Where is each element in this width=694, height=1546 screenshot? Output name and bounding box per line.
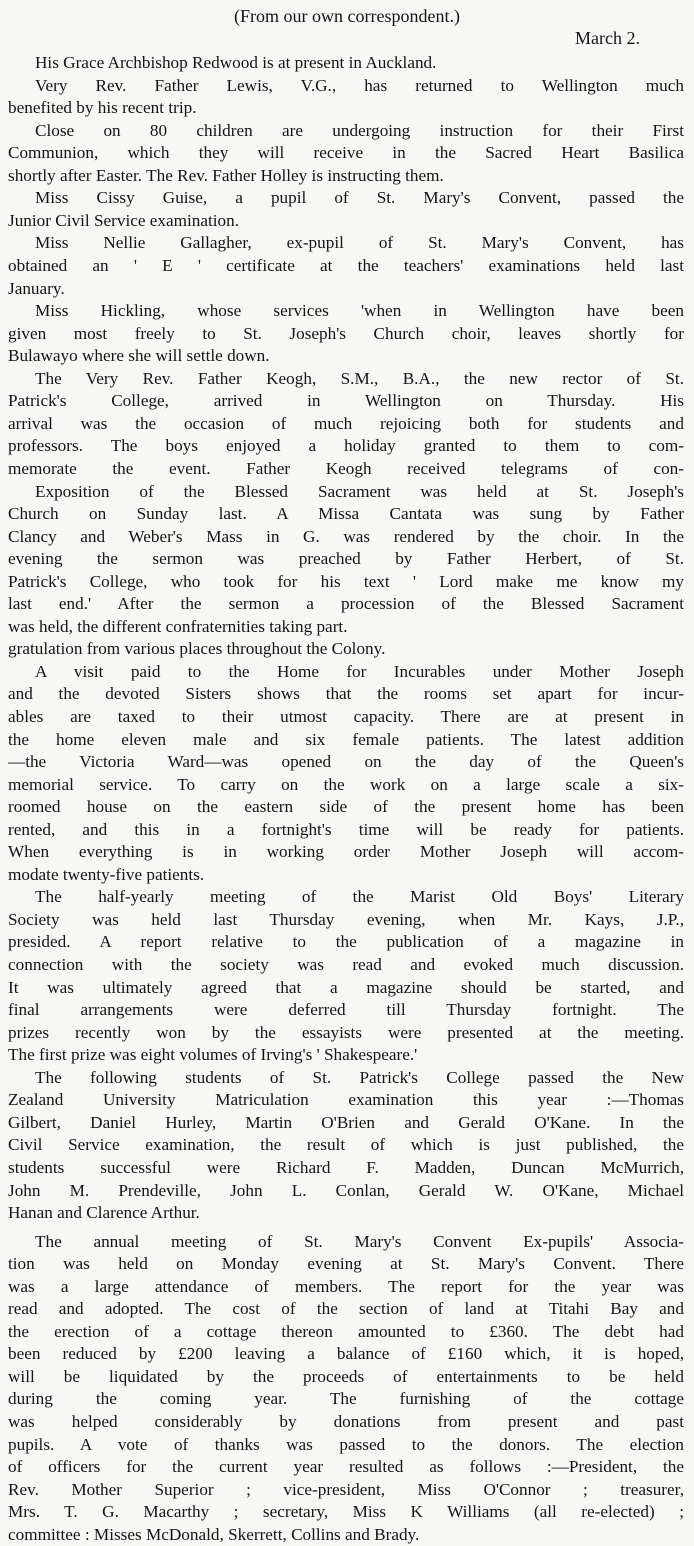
text-line: was a large attendance of members. The report for the year was <box>8 1276 684 1296</box>
text-line: read and adopted. The cost of the section of land at Titahi Bay and <box>8 1299 684 1319</box>
dateline: March 2. <box>575 28 640 48</box>
text-line: shortly after Easter. The Rev. Father Holley is instructing them. <box>8 165 444 185</box>
text-line: modate twenty-five patients. <box>8 864 205 884</box>
text-line: When everything is in working order Mother Joseph will accom- <box>8 842 684 862</box>
text-line: was held, the different confraternities taking part. <box>8 616 348 636</box>
text-line: prizes recently won by the essayists were presented at the meeting. <box>8 1022 684 1042</box>
text-line: —the Victoria Ward—was opened on the day of the Queen's <box>8 752 684 771</box>
text-line: of officers for the current year resulted as follows :—President, the <box>8 1457 684 1477</box>
text-line: Miss Nellie Gallagher, ex-pupil of St. Mary's Convent, has <box>35 233 684 253</box>
text-line: pupils. A vote of thanks was passed to the donors. The election <box>8 1434 684 1454</box>
text-line: Clancy and Weber's Mass in G. was rendered by the choir. In the <box>8 526 684 546</box>
correspondent-header: (From our own correspondent.) <box>234 6 460 26</box>
text-line: Very Rev. Father Lewis, V.G., has returned to Wellington much <box>35 75 684 95</box>
text-line: final arrangements were deferred till Thursday fortnight. The <box>8 1000 684 1020</box>
text-line: given most freely to St. Joseph's Church choir, leaves shortly for <box>8 323 684 343</box>
text-line: It was ultimately agreed that a magazine should be started, and <box>8 977 684 997</box>
text-line: memorate the event. Father Keogh received telegrams of con- <box>8 458 684 478</box>
text-line: Hanan and Clarence Arthur. <box>8 1203 200 1222</box>
text-line: January. <box>8 278 65 298</box>
text-line: Mrs. T. G. Macarthy ; secretary, Miss K Williams (all re-elected) ; <box>8 1502 684 1522</box>
text-line: students successful were Richard F. Madden, Duncan McMurrich, <box>8 1157 684 1177</box>
text-line: rented, and this in a fortnight's time will be ready for patients. <box>8 819 684 839</box>
text-line: Junior Civil Service examination. <box>8 210 240 230</box>
text-line: Miss Hickling, whose services 'when in Wellington have been <box>35 301 684 321</box>
text-line: was helped considerably by donations from present and past <box>8 1412 684 1431</box>
text-line: Close on 80 children are undergoing instruction for their First <box>35 120 684 140</box>
text-line: Patrick's College, arrived in Wellington on Thursday. His <box>8 391 684 411</box>
text-line: The Very Rev. Father Keogh, S.M., B.A., the new rector of St. <box>35 368 684 388</box>
text-line: Patrick's College, who took for his text ' Lord make me know my <box>8 571 684 591</box>
text-line: will be liquidated by the proceeds of entertainments to be held <box>8 1366 684 1386</box>
text-line: gratulation from various places throughout the Colony. <box>8 639 386 659</box>
text-line: John M. Prendeville, John L. Conlan, Gerald W. O'Kane, Michael <box>8 1180 684 1200</box>
text-line: Rev. Mother Superior ; vice-president, Miss O'Connor ; treasurer, <box>8 1479 684 1499</box>
text-line: professors. The boys enjoyed a holiday granted to them to com- <box>8 436 684 456</box>
text-line: and the devoted Sisters shows that the rooms set apart for incur- <box>8 684 684 704</box>
text-line: benefited by his recent trip. <box>8 98 197 118</box>
text-line: The annual meeting of St. Mary's Convent Ex-pupils' Associa- <box>35 1231 684 1251</box>
text-line: committee : Misses McDonald, Skerrett, Collins and Brady. <box>8 1524 420 1544</box>
text-line: last end.' After the sermon a procession of the Blessed Sacrament <box>8 594 684 614</box>
text-line: connection with the society was read and evoked much discussion. <box>8 955 684 974</box>
text-line: roomed house on the eastern side of the present home has been <box>8 797 684 817</box>
text-line: Church on Sunday last. A Missa Cantata was sung by Father <box>8 504 684 523</box>
text-line: the erection of a cottage thereon amounted to £360. The debt had <box>8 1321 684 1341</box>
text-line: the home eleven male and six female patients. The latest addition <box>8 729 684 749</box>
text-line: Exposition of the Blessed Sacrament was held at St. Joseph's <box>35 481 684 501</box>
text-line: Civil Service examination, the result of which is just published, the <box>8 1135 684 1155</box>
text-line: during the coming year. The furnishing of the cottage <box>8 1389 684 1409</box>
text-line: been reduced by £200 leaving a balance of £160 which, it is hoped, <box>8 1344 684 1364</box>
text-line: Bulawayo where she will settle down. <box>8 346 270 366</box>
text-line: Gilbert, Daniel Hurley, Martin O'Brien and Gerald O'Kane. In the <box>8 1112 684 1132</box>
text-line: evening the sermon was preached by Father Herbert, of St. <box>8 549 684 569</box>
text-line: A visit paid to the Home for Incurables under Mother Joseph <box>35 661 684 681</box>
text-line: memorial service. To carry on the work on a large scale a six- <box>8 774 684 794</box>
text-line: arrival was the occasion of much rejoicing both for students and <box>8 413 684 433</box>
text-line: presided. A report relative to the publication of a magazine in <box>8 932 684 952</box>
text-line: obtained an ' E ' certificate at the teachers' examinations held last <box>8 256 684 275</box>
text-line: The following students of St. Patrick's College passed the New <box>35 1067 684 1087</box>
text-line: Society was held last Thursday evening, when Mr. Kays, J.P., <box>8 909 684 929</box>
text-line: Communion, which they will receive in the Sacred Heart Basilica <box>8 143 684 163</box>
text-line: ables are taxed to their utmost capacity. There are at present in <box>8 706 684 726</box>
text-line: The half-yearly meeting of the Marist Old Boys' Literary <box>35 887 684 907</box>
text-line: tion was held on Monday evening at St. Mary's Convent. There <box>8 1254 684 1274</box>
text-line: His Grace Archbishop Redwood is at present in Auckland. <box>35 53 437 72</box>
text-line: Miss Cissy Guise, a pupil of St. Mary's Convent, passed the <box>35 188 684 208</box>
text-line: The first prize was eight volumes of Irving's ' Shakespeare.' <box>8 1045 418 1065</box>
text-line: Zealand University Matriculation examination this year :—Thomas <box>8 1090 684 1110</box>
